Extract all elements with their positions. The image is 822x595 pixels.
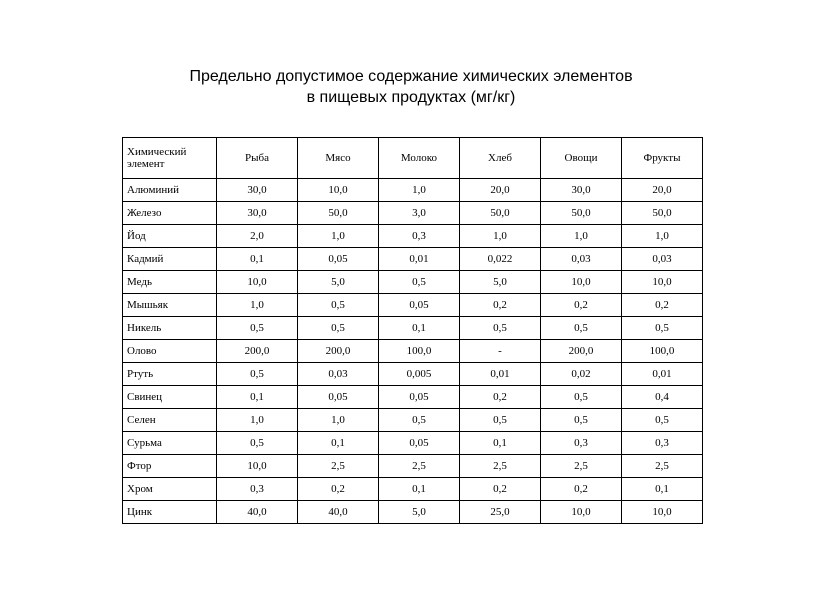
- value-cell: 0,2: [541, 294, 622, 317]
- value-cell: 0,5: [217, 432, 298, 455]
- value-cell: 0,05: [298, 248, 379, 271]
- value-cell: 5,0: [379, 501, 460, 524]
- value-cell: 40,0: [217, 501, 298, 524]
- value-cell: 0,4: [622, 386, 703, 409]
- value-cell: 2,5: [622, 455, 703, 478]
- element-name-cell: Сурьма: [123, 432, 217, 455]
- value-cell: 1,0: [622, 225, 703, 248]
- value-cell: 0,1: [379, 317, 460, 340]
- table-row: [123, 271, 703, 294]
- header-row: [123, 138, 703, 179]
- value-cell: 0,5: [541, 409, 622, 432]
- value-cell: 100,0: [622, 340, 703, 363]
- value-cell: 20,0: [460, 179, 541, 202]
- value-cell: 2,0: [217, 225, 298, 248]
- header-fruits: Фрукты: [622, 138, 703, 179]
- value-cell: 0,2: [460, 478, 541, 501]
- value-cell: 0,2: [460, 386, 541, 409]
- value-cell: 30,0: [217, 179, 298, 202]
- value-cell: 100,0: [379, 340, 460, 363]
- element-name-cell: Железо: [123, 202, 217, 225]
- value-cell: 0,2: [622, 294, 703, 317]
- value-cell: 10,0: [217, 455, 298, 478]
- value-cell: 1,0: [541, 225, 622, 248]
- value-cell: 0,2: [541, 478, 622, 501]
- element-name-cell: Цинк: [123, 501, 217, 524]
- value-cell: 0,1: [217, 386, 298, 409]
- element-name-cell: Кадмий: [123, 248, 217, 271]
- value-cell: 0,02: [541, 363, 622, 386]
- value-cell: 0,5: [379, 271, 460, 294]
- value-cell: -: [460, 340, 541, 363]
- element-name-cell: Алюминий: [123, 179, 217, 202]
- table-row: [123, 202, 703, 225]
- table-row: [123, 501, 703, 524]
- value-cell: 50,0: [622, 202, 703, 225]
- value-cell: 5,0: [460, 271, 541, 294]
- table-row: [123, 179, 703, 202]
- value-cell: 0,1: [298, 432, 379, 455]
- table-header: [123, 138, 703, 179]
- value-cell: 0,1: [622, 478, 703, 501]
- value-cell: 0,5: [541, 386, 622, 409]
- value-cell: 10,0: [217, 271, 298, 294]
- header-vegetables: Овощи: [541, 138, 622, 179]
- value-cell: 0,03: [298, 363, 379, 386]
- element-name-cell: Мышьяк: [123, 294, 217, 317]
- value-cell: 0,3: [379, 225, 460, 248]
- element-name-cell: Никель: [123, 317, 217, 340]
- value-cell: 2,5: [379, 455, 460, 478]
- value-cell: 50,0: [541, 202, 622, 225]
- value-cell: 0,01: [460, 363, 541, 386]
- table-row: [123, 248, 703, 271]
- value-cell: 0,01: [622, 363, 703, 386]
- value-cell: 0,3: [541, 432, 622, 455]
- value-cell: 0,022: [460, 248, 541, 271]
- value-cell: 40,0: [298, 501, 379, 524]
- table-row: [123, 478, 703, 501]
- table-row: [123, 455, 703, 478]
- page-title: [0, 66, 822, 108]
- value-cell: 200,0: [217, 340, 298, 363]
- value-cell: 0,5: [298, 294, 379, 317]
- table-row: [123, 294, 703, 317]
- value-cell: 30,0: [541, 179, 622, 202]
- value-cell: 0,5: [541, 317, 622, 340]
- header-element: Химический элемент: [123, 138, 217, 179]
- element-name-cell: Олово: [123, 340, 217, 363]
- table-row: [123, 432, 703, 455]
- value-cell: 0,05: [298, 386, 379, 409]
- element-name-cell: Фтор: [123, 455, 217, 478]
- value-cell: 50,0: [298, 202, 379, 225]
- value-cell: 0,2: [298, 478, 379, 501]
- element-name-cell: Йод: [123, 225, 217, 248]
- value-cell: 0,5: [460, 409, 541, 432]
- header-fish: Рыба: [217, 138, 298, 179]
- value-cell: 200,0: [541, 340, 622, 363]
- table-row: [123, 225, 703, 248]
- element-name-cell: Медь: [123, 271, 217, 294]
- value-cell: 1,0: [298, 409, 379, 432]
- value-cell: 0,1: [217, 248, 298, 271]
- header-meat: Мясо: [298, 138, 379, 179]
- table-row: [123, 409, 703, 432]
- value-cell: 0,3: [217, 478, 298, 501]
- value-cell: 0,03: [541, 248, 622, 271]
- value-cell: 0,05: [379, 386, 460, 409]
- value-cell: 0,05: [379, 432, 460, 455]
- value-cell: 10,0: [298, 179, 379, 202]
- value-cell: 25,0: [460, 501, 541, 524]
- value-cell: 0,5: [622, 409, 703, 432]
- value-cell: 50,0: [460, 202, 541, 225]
- value-cell: 1,0: [460, 225, 541, 248]
- table-row: [123, 340, 703, 363]
- value-cell: 0,3: [622, 432, 703, 455]
- header-bread: Хлеб: [460, 138, 541, 179]
- value-cell: 0,2: [460, 294, 541, 317]
- value-cell: 0,01: [379, 248, 460, 271]
- header-milk: Молоко: [379, 138, 460, 179]
- element-name-cell: Ртуть: [123, 363, 217, 386]
- value-cell: 10,0: [541, 271, 622, 294]
- value-cell: 10,0: [622, 271, 703, 294]
- title-line-1: Предельно допустимое содержание химических элементов: [189, 68, 633, 85]
- value-cell: 2,5: [541, 455, 622, 478]
- value-cell: 1,0: [217, 409, 298, 432]
- value-cell: 1,0: [217, 294, 298, 317]
- element-name-cell: Селен: [123, 409, 217, 432]
- value-cell: 0,05: [379, 294, 460, 317]
- value-cell: 0,5: [622, 317, 703, 340]
- value-cell: 0,5: [217, 363, 298, 386]
- chemical-elements-table: [122, 137, 703, 524]
- value-cell: 0,005: [379, 363, 460, 386]
- table-row: [123, 386, 703, 409]
- table-body: [123, 179, 703, 524]
- value-cell: 1,0: [298, 225, 379, 248]
- value-cell: 10,0: [622, 501, 703, 524]
- value-cell: 0,5: [298, 317, 379, 340]
- value-cell: 10,0: [541, 501, 622, 524]
- value-cell: 20,0: [622, 179, 703, 202]
- value-cell: 2,5: [298, 455, 379, 478]
- value-cell: 3,0: [379, 202, 460, 225]
- element-name-cell: Свинец: [123, 386, 217, 409]
- value-cell: 0,5: [460, 317, 541, 340]
- title-line-2: в пищевых продуктах (мг/кг): [306, 89, 516, 106]
- value-cell: 200,0: [298, 340, 379, 363]
- table-row: [123, 363, 703, 386]
- value-cell: 0,1: [460, 432, 541, 455]
- element-name-cell: Хром: [123, 478, 217, 501]
- value-cell: 5,0: [298, 271, 379, 294]
- value-cell: 2,5: [460, 455, 541, 478]
- table-row: [123, 317, 703, 340]
- value-cell: 0,1: [379, 478, 460, 501]
- value-cell: 1,0: [379, 179, 460, 202]
- value-cell: 0,03: [622, 248, 703, 271]
- value-cell: 0,5: [379, 409, 460, 432]
- value-cell: 30,0: [217, 202, 298, 225]
- value-cell: 0,5: [217, 317, 298, 340]
